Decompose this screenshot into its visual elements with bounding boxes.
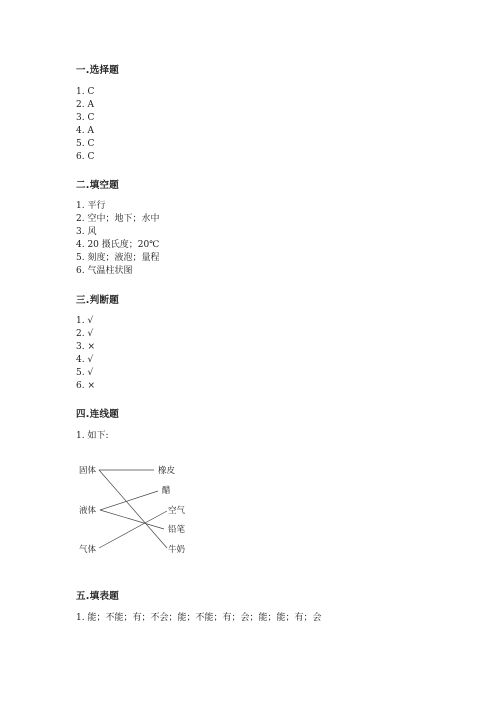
- fill-answer-1: 1. 平行: [76, 201, 106, 211]
- choice-answer-3: 3. C: [76, 113, 95, 123]
- judge-answer-4: 4. √: [76, 355, 94, 365]
- link-liquid-vinegar: [100, 491, 158, 510]
- judge-answer-5: 5. √: [76, 368, 94, 378]
- section-title-fill: 二.填空题: [76, 180, 120, 191]
- judge-answer-2: 2. √: [76, 329, 94, 339]
- fill-answer-2: 2. 空中；地下；水中: [76, 214, 160, 224]
- judge-answer-6: 6. ×: [76, 381, 95, 391]
- left-item-solid: 固体: [79, 466, 97, 476]
- choice-answer-5: 5. C: [76, 139, 95, 149]
- fill-answer-6: 6. 气温柱状图: [76, 266, 133, 276]
- choice-answer-1: 1. C: [76, 87, 95, 97]
- link-liquid-milk: [100, 510, 164, 529]
- choice-answer-6: 6. C: [76, 152, 95, 162]
- matching-diagram: [70, 458, 210, 563]
- table-answer-1: 1. 能；不能；有；不会；能；不能；有；会；能；能；有；会: [76, 613, 322, 623]
- right-item-pencil: 铅笔: [168, 525, 186, 535]
- section-title-table: 五.填表题: [76, 591, 120, 602]
- choice-answer-4: 4. A: [76, 126, 94, 136]
- link-gas-air: [99, 511, 167, 548]
- right-item-milk: 牛奶: [168, 545, 186, 555]
- left-item-liquid: 液体: [79, 506, 97, 516]
- right-item-eraser: 橡皮: [158, 466, 176, 476]
- fill-answer-5: 5. 刻度；液泡；量程: [76, 253, 160, 263]
- section-title-choice: 一.选择题: [76, 65, 120, 76]
- fill-answer-4: 4. 20 摄氏度；20℃: [76, 240, 160, 250]
- fill-answer-3: 3. 风: [76, 227, 97, 237]
- right-item-vinegar: 醋: [162, 486, 171, 496]
- choice-answer-2: 2. A: [76, 100, 94, 110]
- match-intro: 1. 如下:: [76, 431, 109, 441]
- section-title-match: 四.连线题: [76, 409, 120, 420]
- left-item-gas: 气体: [79, 545, 97, 555]
- section-title-judge: 三.判断题: [76, 295, 120, 306]
- link-solid-pencil: [99, 470, 167, 548]
- judge-answer-3: 3. ×: [76, 342, 95, 352]
- right-item-air: 空气: [168, 506, 186, 516]
- judge-answer-1: 1. √: [76, 316, 94, 326]
